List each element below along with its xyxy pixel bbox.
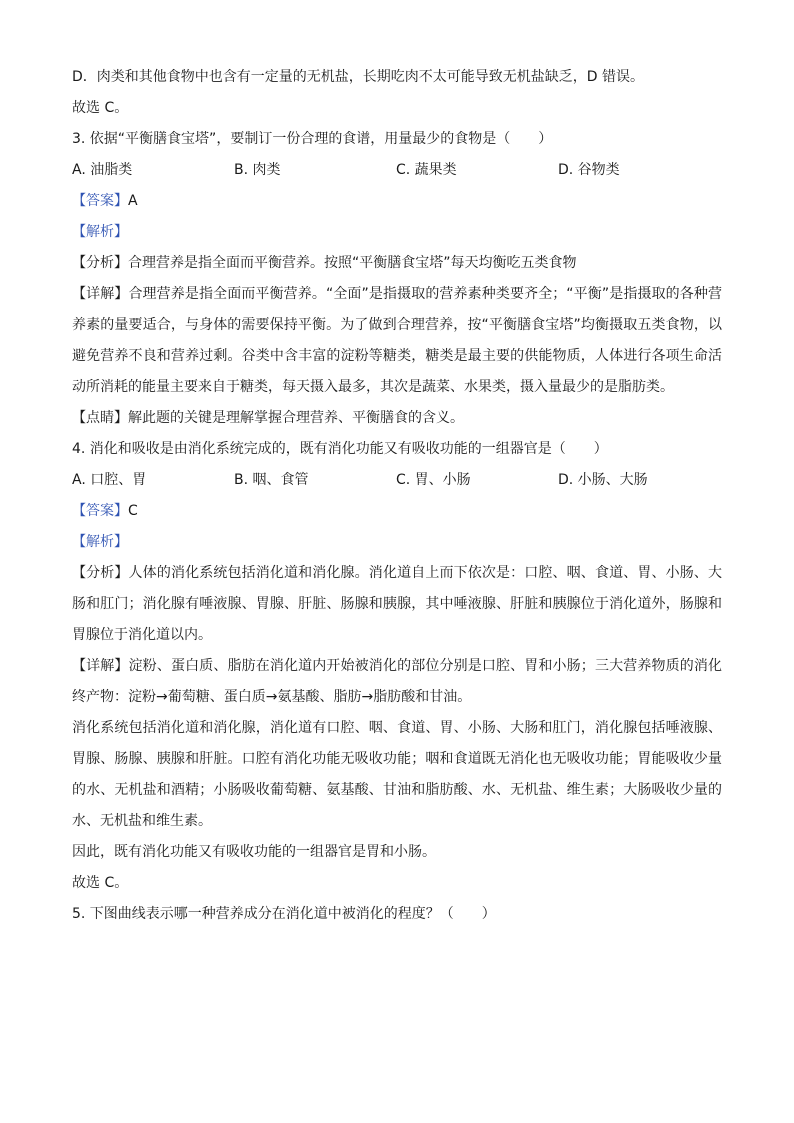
q3-option-a: A. 油脂类 bbox=[72, 162, 133, 178]
fenxi-tag: 【分析】 bbox=[72, 565, 129, 581]
analysis-tag: 【解析】 bbox=[72, 534, 128, 550]
answer-tag: 【答案】 bbox=[72, 193, 128, 209]
q3-answer bbox=[72, 186, 722, 217]
q4-conclusion: 因此，既有消化功能又有吸收功能的一组器官是胃和小肠。 bbox=[72, 844, 436, 860]
fenxi-tag: 【分析】 bbox=[72, 255, 128, 271]
q4-analysis-heading bbox=[72, 527, 722, 558]
option-d-explanation: D．肉类和其他食物中也含有一定量的无机盐，长期吃肉不太可能导致无机盐缺乏，D 错误。 bbox=[72, 69, 645, 85]
analysis-tag: 【解析】 bbox=[72, 224, 128, 240]
q4-detail-continued: 消化系统包括消化道和消化腺，消化道有口腔、咽、食道、胃、小肠、大肠和肛门，消化腺包括唾液腺、胃腺、肠腺、胰腺和肝脏。口腔有消化功能无吸收功能；咽和食道既无消化也无吸收功能；胃能吸收少量的水、无机盐和酒精；小肠吸收葡萄糖、氨基酸、甘油和脂肪酸、水、无机盐、维生素；大肠吸收少量的水、无机盐和维生素。 bbox=[72, 720, 722, 829]
answer-value: C bbox=[128, 503, 138, 519]
answer-value: A bbox=[128, 193, 138, 209]
q3-dianjing bbox=[72, 403, 722, 434]
q4-fenxi bbox=[72, 558, 722, 651]
detail-text: 合理营养是指全面而平衡营养。“全面”是指摄取的营养素种类要齐全；“平衡”是指摄取的各种营养素的量要适合，与身体的需要保持平衡。为了做到合理营养，按“平衡膳食宝塔”均衡摄取五类食物，以避免营养不良和营养过剩。谷类中含丰富的淀粉等糖类，糖类是最主要的供能物质，人体进行各项生命活动所消耗的能量主要来自于糖类，每天摄入最多，其次是蔬菜、水果类，摄入量最少的是脂肪类。 bbox=[72, 286, 722, 395]
q4-detail bbox=[72, 651, 722, 713]
detail-tag: 【详解】 bbox=[72, 658, 129, 674]
answer-tag: 【答案】 bbox=[72, 503, 128, 519]
q3-option-c: C. 蔬果类 bbox=[396, 162, 457, 178]
document-page bbox=[72, 62, 722, 930]
answer-conclusion-2: 故选 C。 bbox=[72, 875, 129, 891]
q4-option-a: A. 口腔、胃 bbox=[72, 472, 147, 488]
question-3: 3. 依据“平衡膳食宝塔”，要制订一份合理的食谱，用量最少的食物是（ ） bbox=[72, 131, 553, 147]
q3-analysis-heading bbox=[72, 217, 722, 248]
question-4-options bbox=[72, 465, 722, 496]
q4-option-b: B. 咽、食管 bbox=[234, 472, 309, 488]
question-3-options bbox=[72, 155, 722, 186]
q3-fenxi bbox=[72, 248, 722, 279]
q4-answer bbox=[72, 496, 722, 527]
dianjing-text: 解此题的关键是理解掌握合理营养、平衡膳食的含义。 bbox=[128, 410, 464, 426]
dianjing-tag: 【点睛】 bbox=[72, 410, 128, 426]
q3-option-d: D. 谷物类 bbox=[558, 162, 620, 178]
q4-option-d: D. 小肠、大肠 bbox=[558, 472, 648, 488]
detail-tag: 【详解】 bbox=[72, 286, 129, 302]
q4-option-c: C. 胃、小肠 bbox=[396, 472, 471, 488]
q3-detail bbox=[72, 279, 722, 403]
question-5: 5. 下图曲线表示哪一种营养成分在消化道中被消化的程度？（ ） bbox=[72, 906, 496, 922]
fenxi-text: 合理营养是指全面而平衡营养。按照“平衡膳食宝塔”每天均衡吃五类食物 bbox=[128, 255, 577, 271]
answer-conclusion: 故选 C。 bbox=[72, 100, 129, 116]
fenxi-text: 人体的消化系统包括消化道和消化腺。消化道自上而下依次是：口腔、咽、食道、胃、小肠、大肠和肛门；消化腺有唾液腺、胃腺、肝脏、肠腺和胰腺，其中唾液腺、肝脏和胰腺位于消化道外，肠腺和胃腺位于消化道以内。 bbox=[72, 565, 723, 643]
question-4: 4. 消化和吸收是由消化系统完成的，既有消化功能又有吸收功能的一组器官是（ ） bbox=[72, 441, 608, 457]
q3-option-b: B. 肉类 bbox=[234, 162, 281, 178]
detail-text: 淀粉、蛋白质、脂肪在消化道内开始被消化的部位分别是口腔、胃和小肠；三大营养物质的消化终产物：淀粉→葡萄糖、蛋白质→氨基酸、脂肪→脂肪酸和甘油。 bbox=[72, 658, 723, 705]
